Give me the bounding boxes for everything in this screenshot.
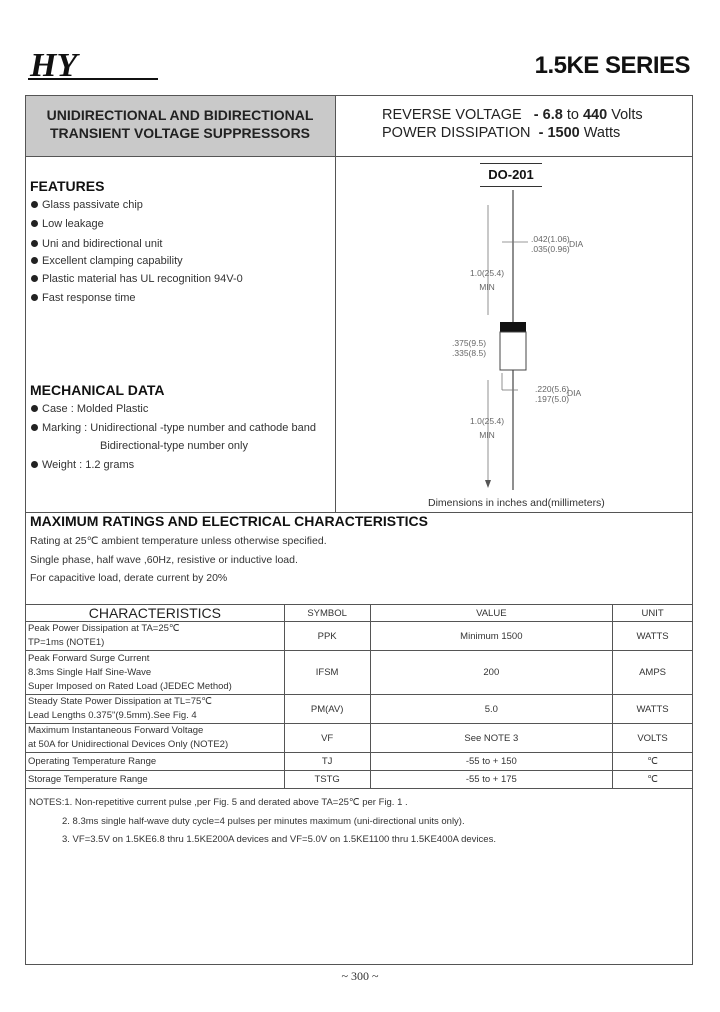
bullet-icon xyxy=(31,461,38,468)
bullet-icon xyxy=(31,220,38,227)
ratings-line-1: Rating at 25℃ ambient temperature unless otherwise specified. xyxy=(30,535,327,547)
table-row: Operating Temperature Range TJ -55 to + 150 ℃ xyxy=(26,753,693,771)
body-dia-label: DIA xyxy=(567,388,582,398)
feature-item: Excellent clamping capability xyxy=(31,255,183,267)
table-row: Peak Power Dissipation at TA=25℃ TP=1ms (NOTE1) PPK Minimum 1500 WATTS xyxy=(26,622,693,651)
col-header: UNIT xyxy=(613,605,693,622)
divider xyxy=(25,156,693,157)
bullet-icon xyxy=(31,275,38,282)
bullet-icon xyxy=(31,201,38,208)
logo-text: HY xyxy=(30,48,78,82)
feature-item: Uni and bidirectional unit xyxy=(31,238,162,250)
mech-marking-2: Bidirectional-type number only xyxy=(100,440,248,452)
note-1: NOTES:1. Non-repetitive current pulse ,per Fig. 5 and derated above TA=25℃ per Fig. 1 . xyxy=(29,797,408,808)
mech-marking: Marking : Unidirectional -type number and cathode band xyxy=(31,422,316,434)
divider xyxy=(335,96,336,512)
body-length: .375(9.5) .335(8.5) xyxy=(452,338,487,358)
feature-item: Plastic material has UL recognition 94V-0 xyxy=(31,273,243,285)
table-row: Peak Forward Surge Current 8.3ms Single Half Sine-Wave Super Imposed on Rated Load (JEDEC Method) IFSM 200 AMPS xyxy=(26,651,693,695)
bullet-icon xyxy=(31,405,38,412)
bullet-icon xyxy=(31,257,38,264)
bullet-icon xyxy=(31,294,38,301)
col-header: VALUE xyxy=(370,605,613,622)
title-line-1: UNIDIRECTIONAL AND BIDIRECTIONAL xyxy=(46,107,314,123)
reverse-voltage: REVERSE VOLTAGE - 6.8 to 440 Volts xyxy=(382,107,643,123)
diode-body xyxy=(500,332,526,370)
bullet-icon xyxy=(31,424,38,431)
col-header: CHARACTERISTICS xyxy=(26,605,285,622)
table-header-row xyxy=(26,605,693,622)
feature-item: Glass passivate chip xyxy=(31,199,143,211)
ratings-line-3: For capacitive load, derate current by 20% xyxy=(30,572,228,584)
body-diameter: .220(5.6) .197(5.0) xyxy=(535,384,570,404)
series-title: 1.5KE SERIES xyxy=(534,52,690,79)
mech-weight: Weight : 1.2 grams xyxy=(31,459,134,471)
table-row: Storage Temperature Range TSTG -55 to + 175 ℃ xyxy=(26,771,693,789)
power-dissipation: POWER DISSIPATION - 1500 Watts xyxy=(382,125,621,141)
features-heading: FEATURES xyxy=(30,178,105,194)
page-number: ~ 300 ~ xyxy=(341,969,379,983)
characteristics-table xyxy=(25,604,693,789)
feature-item: Low leakage xyxy=(31,218,104,230)
bullet-icon xyxy=(31,240,38,247)
feature-item: Fast response time xyxy=(31,292,136,304)
table-row: Maximum Instantaneous Forward Voltage at 50A for Unidirectional Devices Only (NOTE2) VF See NOTE 3 VOLTS xyxy=(26,724,693,753)
dia-label: DIA xyxy=(569,239,584,249)
note-3: 3. VF=3.5V on 1.5KE6.8 thru 1.5KE200A devices and VF=5.0V on 1.5KE1100 thru 1.5KE400A devices. xyxy=(62,834,496,845)
max-ratings-heading: MAXIMUM RATINGS AND ELECTRICAL CHARACTERISTICS xyxy=(30,513,428,529)
package-name: DO-201 xyxy=(480,163,542,187)
lead-length-bottom: 1.0(25.4) MIN xyxy=(470,416,505,440)
note-2: 2. 8.3ms single half-wave duty cycle=4 pulses per minutes maximum (uni-directional units only). xyxy=(62,816,465,827)
lead-diameter: .042(1.06) .035(0.96) xyxy=(531,234,570,254)
company-logo xyxy=(28,48,163,82)
mech-case: Case : Molded Plastic xyxy=(31,403,148,415)
table-row: Steady State Power Dissipation at TL=75℃ Lead Lengths 0.375"(9.5mm).See Fig. 4 PM(AV) 5.0 WATTS xyxy=(26,695,693,724)
ratings-line-2: Single phase, half wave ,60Hz, resistive or inductive load. xyxy=(30,554,298,566)
col-header: SYMBOL xyxy=(284,605,370,622)
dimensions-caption: Dimensions in inches and(millimeters) xyxy=(428,497,605,509)
cathode-band xyxy=(500,322,526,332)
lead-length: 1.0(25.4) MIN xyxy=(470,268,505,292)
package-name-box xyxy=(480,163,542,191)
title-line-2: TRANSIENT VOLTAGE SUPPRESSORS xyxy=(49,125,311,141)
mechanical-heading: MECHANICAL DATA xyxy=(30,382,165,398)
arrow-icon xyxy=(485,480,491,488)
